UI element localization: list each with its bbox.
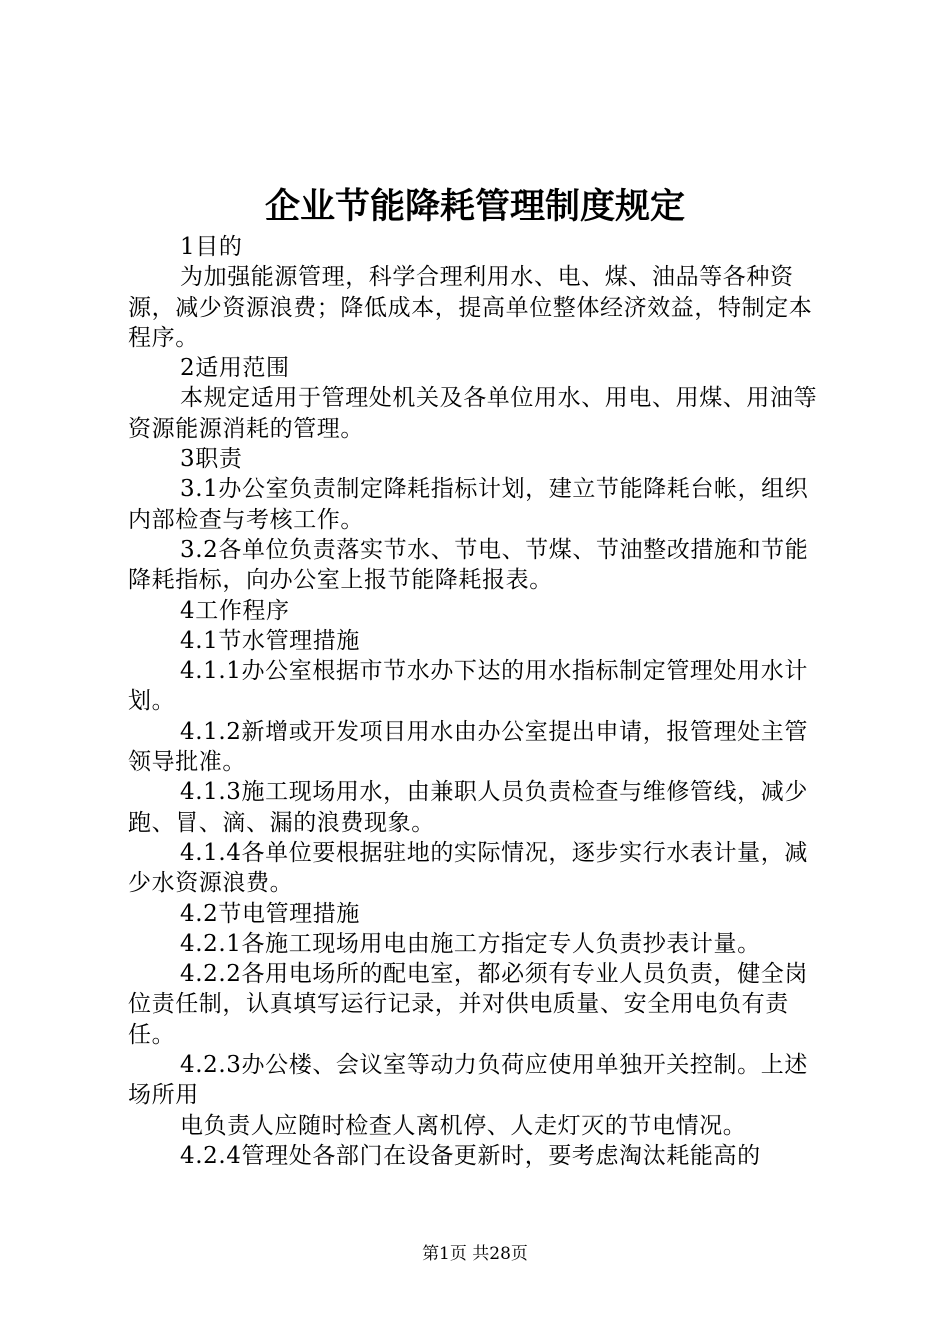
paragraph: 4.2.2各用电场所的配电室，都必须有专业人员负责，健全岗位责任制，认真填写运行记录，并对供电质量、安全用电负有责任。 bbox=[128, 961, 808, 1048]
paragraph: 为加强能源管理，科学合理利用水、电、煤、油品等各种资源，减少资源浪费；降低成本，提高单位整体经济效益，特制定本程序。 bbox=[128, 264, 813, 351]
paragraph: 电负责人应随时检查人离机停、人走灯灭的节电情况。 bbox=[180, 1112, 747, 1139]
document-body bbox=[128, 232, 828, 1171]
paragraph: 4.1.2新增或开发项目用水由办公室提出申请，报管理处主管领导批准。 bbox=[128, 718, 808, 776]
paragraph: 4.2.4管理处各部门在设备更新时，要考虑淘汰耗能高的 bbox=[180, 1142, 761, 1169]
paragraph: 4.1.4各单位要根据驻地的实际情况，逐步实行水表计量，减少水资源浪费。 bbox=[128, 839, 808, 897]
page-footer: 第1页 共28页 bbox=[422, 1244, 528, 1264]
paragraph: 4.2节电管理措施 bbox=[180, 900, 360, 927]
paragraph: 4.1.1办公室根据市节水办下达的用水指标制定管理处用水计划。 bbox=[128, 658, 808, 715]
paragraph: 本规定适用于管理处机关及各单位用水、用电、用煤、用油等资源能源消耗的管理。 bbox=[128, 385, 818, 442]
paragraph: 4.2.1各施工现场用电由施工方指定专人负责抄表计量。 bbox=[180, 930, 761, 957]
paragraph: 4.1.3施工现场用水，由兼职人员负责检查与维修管线，减少跑、冒、滴、漏的浪费现象。 bbox=[128, 779, 808, 836]
paragraph: 3.1办公室负责制定降耗指标计划，建立节能降耗台帐，组织内部检查与考核工作。 bbox=[128, 476, 809, 533]
page-title: 企业节能降耗管理制度规定 bbox=[264, 186, 685, 227]
paragraph: 2适用范围 bbox=[180, 355, 290, 382]
paragraph: 1目的 bbox=[180, 234, 243, 260]
paragraph: 4工作程序 bbox=[180, 597, 290, 624]
paragraph: 3.2各单位负责落实节水、节电、节煤、节油整改措施和节能降耗指标，向办公室上报节能降耗报表。 bbox=[128, 536, 809, 594]
paragraph: 4.1节水管理措施 bbox=[180, 627, 360, 654]
paragraph: 4.2.3办公楼、会议室等动力负荷应使用单独开关控制。上述场所用 bbox=[128, 1052, 808, 1109]
paragraph: 3职责 bbox=[180, 446, 243, 473]
